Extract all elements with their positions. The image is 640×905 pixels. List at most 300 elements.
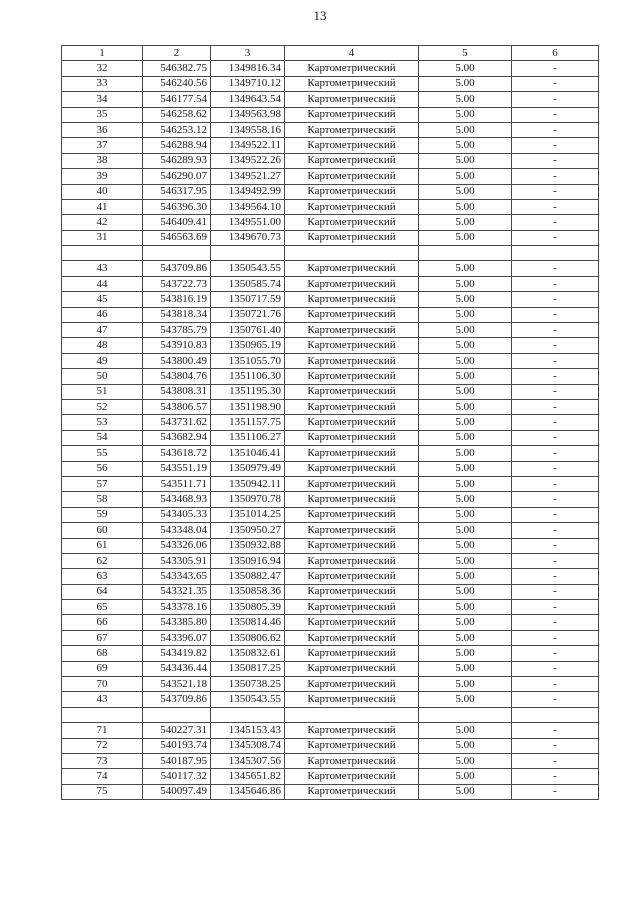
method-cell: Картометрический [285, 153, 419, 168]
y-coordinate-cell: 1350965.19 [211, 338, 285, 353]
point-number-cell: 56 [62, 461, 143, 476]
y-coordinate-cell: 1350717.59 [211, 292, 285, 307]
method-cell: Картометрический [285, 630, 419, 645]
point-number-cell: 63 [62, 569, 143, 584]
table-row [62, 292, 599, 307]
table-row [62, 569, 599, 584]
table-row [62, 615, 599, 630]
point-number-cell: 32 [62, 61, 143, 76]
page-number: 13 [313, 8, 327, 23]
table-row [62, 507, 599, 522]
method-cell: Картометрический [285, 723, 419, 738]
method-cell: Картометрический [285, 276, 419, 291]
accuracy-cell: 5.00 [419, 723, 512, 738]
x-coordinate-cell: 543722.73 [143, 276, 211, 291]
note-cell: - [512, 369, 599, 384]
method-cell: Картометрический [285, 353, 419, 368]
accuracy-cell: 5.00 [419, 769, 512, 784]
accuracy-cell: 5.00 [419, 677, 512, 692]
x-coordinate-cell: 543731.62 [143, 415, 211, 430]
column-header: 6 [512, 46, 599, 61]
point-number-cell: 44 [62, 276, 143, 291]
note-cell: - [512, 61, 599, 76]
y-coordinate-cell: 1350806.62 [211, 630, 285, 645]
point-number-cell: 68 [62, 646, 143, 661]
note-cell: - [512, 261, 599, 276]
x-coordinate-cell: 543618.72 [143, 446, 211, 461]
column-header: 4 [285, 46, 419, 61]
point-number-cell: 64 [62, 584, 143, 599]
y-coordinate-cell: 1350950.27 [211, 523, 285, 538]
table-row [62, 446, 599, 461]
y-coordinate-cell: 1349522.26 [211, 153, 285, 168]
method-cell: Картометрический [285, 523, 419, 538]
accuracy-cell: 5.00 [419, 215, 512, 230]
x-coordinate-cell: 546290.07 [143, 169, 211, 184]
y-coordinate-cell: 1350814.46 [211, 615, 285, 630]
y-coordinate-cell: 1349710.12 [211, 76, 285, 91]
note-cell: - [512, 230, 599, 245]
y-coordinate-cell: 1345308.74 [211, 738, 285, 753]
table-row [62, 276, 599, 291]
method-cell: Картометрический [285, 215, 419, 230]
y-coordinate-cell: 1351198.90 [211, 399, 285, 414]
y-coordinate-cell: 1345153.43 [211, 723, 285, 738]
point-number-cell: 70 [62, 677, 143, 692]
coordinates-table [61, 45, 599, 800]
y-coordinate-cell: 1351055.70 [211, 353, 285, 368]
x-coordinate-cell: 543818.34 [143, 307, 211, 322]
method-cell: Картометрический [285, 492, 419, 507]
method-cell: Картометрический [285, 369, 419, 384]
point-number-cell: 75 [62, 784, 143, 799]
column-header: 2 [143, 46, 211, 61]
point-number-cell: 50 [62, 369, 143, 384]
note-cell: - [512, 384, 599, 399]
table-header-row [62, 46, 599, 61]
note-cell: - [512, 122, 599, 137]
table-row [62, 600, 599, 615]
point-number-cell: 40 [62, 184, 143, 199]
accuracy-cell: 5.00 [419, 569, 512, 584]
point-number-cell: 39 [62, 169, 143, 184]
table-row [62, 538, 599, 553]
method-cell: Картометрический [285, 553, 419, 568]
method-cell: Картометрический [285, 476, 419, 491]
note-cell: - [512, 430, 599, 445]
point-number-cell: 38 [62, 153, 143, 168]
accuracy-cell: 5.00 [419, 276, 512, 291]
point-number-cell: 59 [62, 507, 143, 522]
note-cell: - [512, 307, 599, 322]
table-row [62, 323, 599, 338]
column-header: 3 [211, 46, 285, 61]
point-number-cell: 57 [62, 476, 143, 491]
x-coordinate-cell: 543419.82 [143, 646, 211, 661]
y-coordinate-cell: 1350882.47 [211, 569, 285, 584]
y-coordinate-cell: 1350721.76 [211, 307, 285, 322]
y-coordinate-cell [211, 707, 285, 722]
coordinates-table-body [62, 46, 599, 800]
table-row [62, 61, 599, 76]
note-cell: - [512, 600, 599, 615]
x-coordinate-cell: 543709.86 [143, 261, 211, 276]
method-cell [285, 707, 419, 722]
accuracy-cell: 5.00 [419, 492, 512, 507]
accuracy-cell: 5.00 [419, 784, 512, 799]
x-coordinate-cell: 543468.93 [143, 492, 211, 507]
note-cell: - [512, 184, 599, 199]
accuracy-cell: 5.00 [419, 184, 512, 199]
x-coordinate-cell: 543682.94 [143, 430, 211, 445]
table-row [62, 677, 599, 692]
accuracy-cell [419, 246, 512, 261]
x-coordinate-cell: 543551.19 [143, 461, 211, 476]
accuracy-cell: 5.00 [419, 384, 512, 399]
point-number-cell: 31 [62, 230, 143, 245]
note-cell: - [512, 677, 599, 692]
point-number-cell: 34 [62, 92, 143, 107]
table-row [62, 399, 599, 414]
accuracy-cell: 5.00 [419, 61, 512, 76]
x-coordinate-cell: 543511.71 [143, 476, 211, 491]
note-cell: - [512, 507, 599, 522]
point-number-cell: 53 [62, 415, 143, 430]
method-cell: Картометрический [285, 615, 419, 630]
y-coordinate-cell: 1350543.55 [211, 692, 285, 707]
note-cell: - [512, 353, 599, 368]
y-coordinate-cell: 1351014.25 [211, 507, 285, 522]
accuracy-cell: 5.00 [419, 138, 512, 153]
x-coordinate-cell: 546563.69 [143, 230, 211, 245]
method-cell: Картометрический [285, 76, 419, 91]
note-cell: - [512, 199, 599, 214]
x-coordinate-cell: 543378.16 [143, 600, 211, 615]
point-number-cell: 43 [62, 692, 143, 707]
accuracy-cell: 5.00 [419, 230, 512, 245]
table-row [62, 153, 599, 168]
point-number-cell [62, 246, 143, 261]
note-cell: - [512, 630, 599, 645]
point-number-cell: 49 [62, 353, 143, 368]
note-cell: - [512, 215, 599, 230]
note-cell: - [512, 584, 599, 599]
y-coordinate-cell: 1350942.11 [211, 476, 285, 491]
table-row [62, 76, 599, 91]
accuracy-cell: 5.00 [419, 199, 512, 214]
point-number-cell: 72 [62, 738, 143, 753]
method-cell: Картометрический [285, 292, 419, 307]
x-coordinate-cell: 546240.56 [143, 76, 211, 91]
method-cell: Картометрический [285, 323, 419, 338]
table-row [62, 738, 599, 753]
point-number-cell: 61 [62, 538, 143, 553]
method-cell: Картометрический [285, 169, 419, 184]
accuracy-cell: 5.00 [419, 307, 512, 322]
note-cell: - [512, 769, 599, 784]
y-coordinate-cell: 1349492.99 [211, 184, 285, 199]
method-cell: Картометрический [285, 338, 419, 353]
x-coordinate-cell: 543326.06 [143, 538, 211, 553]
table-row [62, 661, 599, 676]
point-number-cell: 33 [62, 76, 143, 91]
point-number-cell: 65 [62, 600, 143, 615]
point-number-cell: 51 [62, 384, 143, 399]
x-coordinate-cell: 543436.44 [143, 661, 211, 676]
note-cell: - [512, 338, 599, 353]
accuracy-cell: 5.00 [419, 353, 512, 368]
table-row [62, 369, 599, 384]
note-cell: - [512, 276, 599, 291]
method-cell: Картометрический [285, 461, 419, 476]
table-row [62, 553, 599, 568]
x-coordinate-cell: 543785.79 [143, 323, 211, 338]
accuracy-cell: 5.00 [419, 692, 512, 707]
x-coordinate-cell: 540193.74 [143, 738, 211, 753]
accuracy-cell: 5.00 [419, 169, 512, 184]
note-cell: - [512, 738, 599, 753]
accuracy-cell: 5.00 [419, 107, 512, 122]
table-row [62, 769, 599, 784]
x-coordinate-cell: 543521.18 [143, 677, 211, 692]
table-row [62, 199, 599, 214]
accuracy-cell: 5.00 [419, 646, 512, 661]
y-coordinate-cell [211, 246, 285, 261]
table-row [62, 384, 599, 399]
table-row [62, 215, 599, 230]
y-coordinate-cell: 1350543.55 [211, 261, 285, 276]
point-number-cell: 58 [62, 492, 143, 507]
table-row [62, 353, 599, 368]
point-number-cell: 55 [62, 446, 143, 461]
y-coordinate-cell: 1349558.16 [211, 122, 285, 137]
y-coordinate-cell: 1350805.39 [211, 600, 285, 615]
point-number-cell: 66 [62, 615, 143, 630]
point-number-cell: 47 [62, 323, 143, 338]
accuracy-cell: 5.00 [419, 553, 512, 568]
y-coordinate-cell: 1349551.00 [211, 215, 285, 230]
method-cell: Картометрический [285, 600, 419, 615]
note-cell: - [512, 538, 599, 553]
accuracy-cell [419, 707, 512, 722]
point-number-cell: 35 [62, 107, 143, 122]
accuracy-cell: 5.00 [419, 430, 512, 445]
method-cell: Картометрический [285, 184, 419, 199]
y-coordinate-cell: 1351195.30 [211, 384, 285, 399]
y-coordinate-cell: 1349522.11 [211, 138, 285, 153]
accuracy-cell: 5.00 [419, 292, 512, 307]
accuracy-cell: 5.00 [419, 476, 512, 491]
y-coordinate-cell: 1351106.27 [211, 430, 285, 445]
table-row [62, 784, 599, 799]
table-row [62, 230, 599, 245]
point-number-cell: 67 [62, 630, 143, 645]
x-coordinate-cell: 546177.54 [143, 92, 211, 107]
x-coordinate-cell: 546409.41 [143, 215, 211, 230]
accuracy-cell: 5.00 [419, 753, 512, 768]
method-cell: Картометрический [285, 769, 419, 784]
note-cell: - [512, 492, 599, 507]
note-cell: - [512, 107, 599, 122]
x-coordinate-cell: 543806.57 [143, 399, 211, 414]
accuracy-cell: 5.00 [419, 523, 512, 538]
x-coordinate-cell: 543800.49 [143, 353, 211, 368]
note-cell: - [512, 76, 599, 91]
table-row [62, 461, 599, 476]
y-coordinate-cell: 1351046.41 [211, 446, 285, 461]
x-coordinate-cell: 546396.30 [143, 199, 211, 214]
table-separator-row [62, 707, 599, 722]
note-cell: - [512, 169, 599, 184]
point-number-cell: 43 [62, 261, 143, 276]
table-row [62, 169, 599, 184]
x-coordinate-cell: 540117.32 [143, 769, 211, 784]
x-coordinate-cell [143, 707, 211, 722]
note-cell: - [512, 323, 599, 338]
note-cell: - [512, 646, 599, 661]
x-coordinate-cell: 546258.62 [143, 107, 211, 122]
x-coordinate-cell: 546382.75 [143, 61, 211, 76]
column-header: 5 [419, 46, 512, 61]
x-coordinate-cell: 543816.19 [143, 292, 211, 307]
point-number-cell: 48 [62, 338, 143, 353]
table-row [62, 122, 599, 137]
method-cell: Картометрический [285, 661, 419, 676]
y-coordinate-cell: 1349816.34 [211, 61, 285, 76]
accuracy-cell: 5.00 [419, 92, 512, 107]
method-cell: Картометрический [285, 569, 419, 584]
point-number-cell: 52 [62, 399, 143, 414]
accuracy-cell: 5.00 [419, 615, 512, 630]
x-coordinate-cell: 543305.91 [143, 553, 211, 568]
method-cell: Картометрический [285, 199, 419, 214]
note-cell: - [512, 292, 599, 307]
accuracy-cell: 5.00 [419, 415, 512, 430]
note-cell: - [512, 569, 599, 584]
note-cell: - [512, 553, 599, 568]
x-coordinate-cell: 543808.31 [143, 384, 211, 399]
table-row [62, 430, 599, 445]
y-coordinate-cell: 1350932.88 [211, 538, 285, 553]
table-row [62, 630, 599, 645]
point-number-cell: 41 [62, 199, 143, 214]
y-coordinate-cell: 1350761.40 [211, 323, 285, 338]
column-header: 1 [62, 46, 143, 61]
accuracy-cell: 5.00 [419, 323, 512, 338]
method-cell: Картометрический [285, 692, 419, 707]
point-number-cell: 69 [62, 661, 143, 676]
accuracy-cell: 5.00 [419, 661, 512, 676]
x-coordinate-cell: 540097.49 [143, 784, 211, 799]
accuracy-cell: 5.00 [419, 600, 512, 615]
y-coordinate-cell: 1350970.78 [211, 492, 285, 507]
x-coordinate-cell: 543709.86 [143, 692, 211, 707]
accuracy-cell: 5.00 [419, 261, 512, 276]
y-coordinate-cell: 1345307.56 [211, 753, 285, 768]
accuracy-cell: 5.00 [419, 153, 512, 168]
point-number-cell: 71 [62, 723, 143, 738]
y-coordinate-cell: 1349563.98 [211, 107, 285, 122]
x-coordinate-cell: 546317.95 [143, 184, 211, 199]
method-cell: Картометрический [285, 107, 419, 122]
note-cell: - [512, 723, 599, 738]
accuracy-cell: 5.00 [419, 461, 512, 476]
table-row [62, 492, 599, 507]
point-number-cell: 60 [62, 523, 143, 538]
note-cell: - [512, 446, 599, 461]
table-row [62, 523, 599, 538]
table-row [62, 415, 599, 430]
x-coordinate-cell [143, 246, 211, 261]
x-coordinate-cell: 546288.94 [143, 138, 211, 153]
method-cell: Картометрический [285, 415, 419, 430]
note-cell: - [512, 461, 599, 476]
y-coordinate-cell: 1349670.73 [211, 230, 285, 245]
x-coordinate-cell: 543396.07 [143, 630, 211, 645]
method-cell: Картометрический [285, 677, 419, 692]
table-row [62, 92, 599, 107]
table-row [62, 307, 599, 322]
note-cell: - [512, 615, 599, 630]
method-cell: Картометрический [285, 646, 419, 661]
x-coordinate-cell: 546289.93 [143, 153, 211, 168]
point-number-cell: 46 [62, 307, 143, 322]
point-number-cell: 54 [62, 430, 143, 445]
method-cell: Картометрический [285, 446, 419, 461]
point-number-cell: 73 [62, 753, 143, 768]
method-cell: Картометрический [285, 738, 419, 753]
y-coordinate-cell: 1350817.25 [211, 661, 285, 676]
point-number-cell: 42 [62, 215, 143, 230]
table-row [62, 753, 599, 768]
y-coordinate-cell: 1351106.30 [211, 369, 285, 384]
note-cell: - [512, 92, 599, 107]
table-row [62, 338, 599, 353]
method-cell: Картометрический [285, 307, 419, 322]
note-cell: - [512, 138, 599, 153]
x-coordinate-cell: 543321.35 [143, 584, 211, 599]
y-coordinate-cell: 1350916.94 [211, 553, 285, 568]
table-separator-row [62, 246, 599, 261]
y-coordinate-cell: 1350585.74 [211, 276, 285, 291]
y-coordinate-cell: 1350738.25 [211, 677, 285, 692]
x-coordinate-cell: 543405.33 [143, 507, 211, 522]
point-number-cell: 45 [62, 292, 143, 307]
table-row [62, 646, 599, 661]
table-row [62, 692, 599, 707]
y-coordinate-cell: 1350858.36 [211, 584, 285, 599]
x-coordinate-cell: 543343.65 [143, 569, 211, 584]
y-coordinate-cell: 1350979.49 [211, 461, 285, 476]
table-row [62, 584, 599, 599]
x-coordinate-cell: 546253.12 [143, 122, 211, 137]
note-cell: - [512, 661, 599, 676]
point-number-cell [62, 707, 143, 722]
note-cell [512, 246, 599, 261]
x-coordinate-cell: 543385.80 [143, 615, 211, 630]
y-coordinate-cell: 1350832.61 [211, 646, 285, 661]
x-coordinate-cell: 543804.76 [143, 369, 211, 384]
table-row [62, 107, 599, 122]
y-coordinate-cell: 1345646.86 [211, 784, 285, 799]
y-coordinate-cell: 1349521.27 [211, 169, 285, 184]
accuracy-cell: 5.00 [419, 76, 512, 91]
accuracy-cell: 5.00 [419, 584, 512, 599]
point-number-cell: 74 [62, 769, 143, 784]
method-cell: Картометрический [285, 584, 419, 599]
note-cell: - [512, 476, 599, 491]
accuracy-cell: 5.00 [419, 630, 512, 645]
